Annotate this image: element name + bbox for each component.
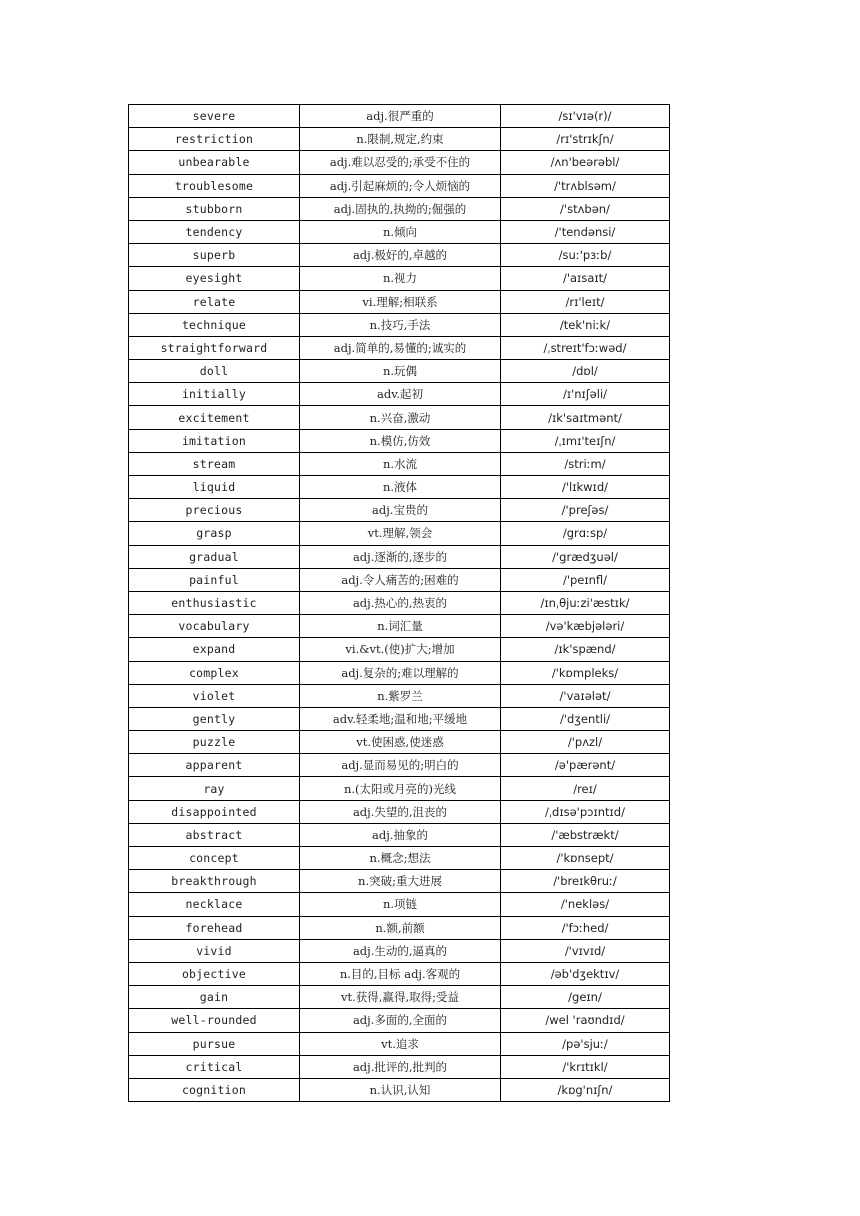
table-row [129,267,670,290]
vocabulary-table [128,104,670,1102]
table-row [129,522,670,545]
meaning-cell: vi.&vt.(使)扩大;增加 [300,638,501,661]
meaning-cell: n.概念;想法 [300,847,501,870]
table-row [129,1032,670,1055]
word-cell: pursue [129,1032,300,1055]
table-row [129,360,670,383]
meaning-cell: n.词汇量 [300,615,501,638]
word-cell: enthusiastic [129,591,300,614]
table-row [129,290,670,313]
table-row [129,800,670,823]
word-cell: liquid [129,476,300,499]
table-row [129,1078,670,1101]
word-cell: grasp [129,522,300,545]
phonetic-cell: /suː'pɜːb/ [501,244,670,267]
phonetic-cell: /'peɪnfl/ [501,568,670,591]
phonetic-cell: /rɪ'leɪt/ [501,290,670,313]
meaning-cell: adj.显而易见的;明白的 [300,754,501,777]
phonetic-cell: /'krɪtɪkl/ [501,1055,670,1078]
table-row [129,870,670,893]
word-cell: vivid [129,939,300,962]
word-cell: imitation [129,429,300,452]
word-cell: ray [129,777,300,800]
word-cell: eyesight [129,267,300,290]
phonetic-cell: /'kɒmpleks/ [501,661,670,684]
table-row [129,128,670,151]
phonetic-cell: /sɪ'vɪə(r)/ [501,105,670,128]
word-cell: vocabulary [129,615,300,638]
table-row [129,661,670,684]
table-row [129,916,670,939]
phonetic-cell: /kɒg'nɪʃn/ [501,1078,670,1101]
table-row [129,777,670,800]
table-row [129,1055,670,1078]
meaning-cell: adj.难以忍受的;承受不住的 [300,151,501,174]
phonetic-cell: /'lɪkwɪd/ [501,476,670,499]
meaning-cell: vi.理解;相联系 [300,290,501,313]
phonetic-cell: /rɪ'strɪkʃn/ [501,128,670,151]
phonetic-cell: /'grædʒuəl/ [501,545,670,568]
word-cell: gently [129,707,300,730]
phonetic-cell: /pə'sjuː/ [501,1032,670,1055]
meaning-cell: n.液体 [300,476,501,499]
table-row [129,707,670,730]
word-cell: severe [129,105,300,128]
meaning-cell: n.(太阳或月亮的)光线 [300,777,501,800]
meaning-cell: adj.极好的,卓越的 [300,244,501,267]
meaning-cell: adj.批评的,批判的 [300,1055,501,1078]
meaning-cell: adj.复杂的;难以理解的 [300,661,501,684]
word-cell: abstract [129,823,300,846]
word-cell: apparent [129,754,300,777]
meaning-cell: n.紫罗兰 [300,684,501,707]
word-cell: troublesome [129,174,300,197]
phonetic-cell: /ɪk'saɪtmənt/ [501,406,670,429]
phonetic-cell: /'aɪsaɪt/ [501,267,670,290]
table-row [129,568,670,591]
word-cell: tendency [129,220,300,243]
table-row [129,406,670,429]
phonetic-cell: /'vaɪələt/ [501,684,670,707]
phonetic-cell: /'trʌblsəm/ [501,174,670,197]
word-cell: cognition [129,1078,300,1101]
meaning-cell: n.额,前额 [300,916,501,939]
phonetic-cell: /'kɒnsept/ [501,847,670,870]
table-row [129,429,670,452]
meaning-cell: adv.轻柔地;温和地;平缓地 [300,707,501,730]
word-cell: relate [129,290,300,313]
vocabulary-table-body [129,105,670,1102]
table-row [129,638,670,661]
phonetic-cell: /'stʌbən/ [501,197,670,220]
table-row [129,151,670,174]
meaning-cell: n.突破;重大进展 [300,870,501,893]
phonetic-cell: /grɑːsp/ [501,522,670,545]
word-cell: breakthrough [129,870,300,893]
table-row [129,591,670,614]
word-cell: stream [129,452,300,475]
table-row [129,893,670,916]
phonetic-cell: /ɪnˌθjuːzi'æstɪk/ [501,591,670,614]
table-row [129,939,670,962]
meaning-cell: vt.使困惑,使迷惑 [300,731,501,754]
word-cell: disappointed [129,800,300,823]
table-row [129,383,670,406]
phonetic-cell: /'nekləs/ [501,893,670,916]
meaning-cell: n.视力 [300,267,501,290]
word-cell: precious [129,499,300,522]
table-row [129,197,670,220]
meaning-cell: vt.获得,赢得,取得;受益 [300,986,501,1009]
meaning-cell: adj.宝贵的 [300,499,501,522]
word-cell: excitement [129,406,300,429]
phonetic-cell: /'æbstrækt/ [501,823,670,846]
phonetic-cell: /əb'dʒektɪv/ [501,962,670,985]
phonetic-cell: /ʌn'beərəbl/ [501,151,670,174]
phonetic-cell: /striːm/ [501,452,670,475]
phonetic-cell: /'breɪkθruː/ [501,870,670,893]
phonetic-cell: /ɪ'nɪʃəli/ [501,383,670,406]
word-cell: forehead [129,916,300,939]
phonetic-cell: /ˌdɪsə'pɔɪntɪd/ [501,800,670,823]
phonetic-cell: /'dʒentli/ [501,707,670,730]
meaning-cell: adj.引起麻烦的;令人烦恼的 [300,174,501,197]
phonetic-cell: /'pʌzl/ [501,731,670,754]
word-cell: puzzle [129,731,300,754]
word-cell: gain [129,986,300,1009]
table-row [129,545,670,568]
table-row [129,962,670,985]
meaning-cell: adj.生动的,逼真的 [300,939,501,962]
table-row [129,684,670,707]
table-row [129,452,670,475]
meaning-cell: adj.热心的,热衷的 [300,591,501,614]
table-row [129,731,670,754]
word-cell: unbearable [129,151,300,174]
meaning-cell: n.认识,认知 [300,1078,501,1101]
table-row [129,476,670,499]
meaning-cell: adj.抽象的 [300,823,501,846]
word-cell: well-rounded [129,1009,300,1032]
phonetic-cell: /ɪk'spænd/ [501,638,670,661]
meaning-cell: n.倾向 [300,220,501,243]
phonetic-cell: /'fɔːhed/ [501,916,670,939]
meaning-cell: adj.固执的,执拗的;倔强的 [300,197,501,220]
meaning-cell: adj.失望的,沮丧的 [300,800,501,823]
table-row [129,847,670,870]
meaning-cell: n.兴奋,激动 [300,406,501,429]
table-row [129,220,670,243]
meaning-cell: adv.起初 [300,383,501,406]
meaning-cell: n.项链 [300,893,501,916]
table-row [129,105,670,128]
table-row [129,174,670,197]
word-cell: painful [129,568,300,591]
word-cell: expand [129,638,300,661]
meaning-cell: adj.多面的,全面的 [300,1009,501,1032]
phonetic-cell: /wel 'raʊndɪd/ [501,1009,670,1032]
meaning-cell: adj.简单的,易懂的;诚实的 [300,336,501,359]
phonetic-cell: /ˌɪmɪ'teɪʃn/ [501,429,670,452]
word-cell: technique [129,313,300,336]
phonetic-cell: /dɒl/ [501,360,670,383]
table-row [129,313,670,336]
meaning-cell: vt.追求 [300,1032,501,1055]
word-cell: stubborn [129,197,300,220]
word-cell: initially [129,383,300,406]
phonetic-cell: /ə'pærənt/ [501,754,670,777]
table-row [129,244,670,267]
word-cell: violet [129,684,300,707]
phonetic-cell: /geɪn/ [501,986,670,1009]
phonetic-cell: /'preʃəs/ [501,499,670,522]
table-row [129,336,670,359]
meaning-cell: vt.理解,领会 [300,522,501,545]
table-row [129,499,670,522]
meaning-cell: n.限制,规定,约束 [300,128,501,151]
table-row [129,823,670,846]
word-cell: straightforward [129,336,300,359]
meaning-cell: n.水流 [300,452,501,475]
meaning-cell: n.模仿,仿效 [300,429,501,452]
phonetic-cell: /ˌstreɪt'fɔːwəd/ [501,336,670,359]
word-cell: gradual [129,545,300,568]
word-cell: concept [129,847,300,870]
word-cell: objective [129,962,300,985]
phonetic-cell: /tek'niːk/ [501,313,670,336]
table-row [129,754,670,777]
phonetic-cell: /və'kæbjələri/ [501,615,670,638]
meaning-cell: adj.很严重的 [300,105,501,128]
word-cell: restriction [129,128,300,151]
word-cell: complex [129,661,300,684]
word-cell: critical [129,1055,300,1078]
word-cell: necklace [129,893,300,916]
word-cell: superb [129,244,300,267]
table-row [129,1009,670,1032]
meaning-cell: n.玩偶 [300,360,501,383]
meaning-cell: adj.令人痛苦的;困难的 [300,568,501,591]
word-cell: doll [129,360,300,383]
meaning-cell: adj.逐渐的,逐步的 [300,545,501,568]
table-row [129,986,670,1009]
phonetic-cell: /'vɪvɪd/ [501,939,670,962]
table-row [129,615,670,638]
meaning-cell: n.目的,目标 adj.客观的 [300,962,501,985]
phonetic-cell: /'tendənsi/ [501,220,670,243]
meaning-cell: n.技巧,手法 [300,313,501,336]
phonetic-cell: /reɪ/ [501,777,670,800]
